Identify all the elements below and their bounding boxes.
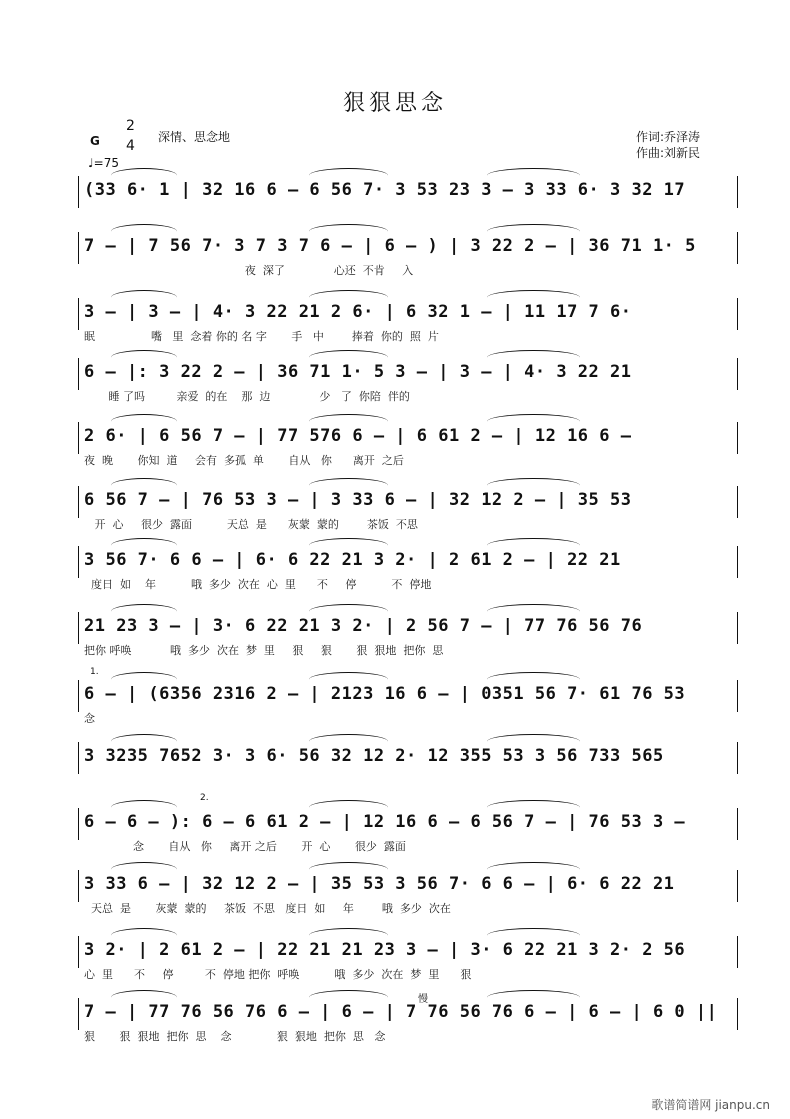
lyrics-line: 天总 是 灰蒙 蒙的 茶饭 不思 度日 如 年 哦 多少 次在: [84, 902, 451, 915]
staff-row: [78, 874, 738, 934]
notation-line: 6 – 6 – ): 6 – 6 61 2 – | 12 16 6 – 6 56 7 – | 76 53 3 –: [84, 812, 686, 832]
key-signature: [90, 134, 100, 148]
volta-1-label: 1.: [90, 667, 99, 677]
slur: [309, 800, 388, 815]
tempo-marking: ♩=75: [88, 156, 119, 170]
staff-row: [78, 180, 738, 240]
barline: [78, 998, 79, 1030]
lyrics-line: 眠 嘴 里 念着 你的 名 字 手 中 捧着 你的 照 片: [84, 330, 439, 343]
notation-line: 2 6· | 6 56 7 – | 77 576 6 – | 6 61 2 – | 12 16 6 –: [84, 426, 632, 446]
slur: [111, 290, 177, 305]
notation-line: 3 33 6 – | 32 12 2 – | 35 53 3 56 7· 6 6 – | 6· 6 22 21: [84, 874, 675, 894]
lyrics-line: [84, 206, 738, 222]
notation-line: 7 – | 77 76 56 76 6 – | 6 – | 7 76 56 76 6 – | 6 – | 6 0 ||: [84, 1002, 718, 1022]
composer-credit: 作曲:刘新民: [636, 146, 701, 160]
slur: [487, 800, 579, 815]
barline: [78, 870, 79, 902]
slur: [487, 672, 579, 687]
slur: [309, 350, 388, 365]
barline: [78, 742, 79, 774]
notation-line: 6 – | (6356 2316 2 – | 2123 16 6 – | 0351 56 7· 61 76 53: [84, 684, 686, 704]
slur: [111, 538, 177, 553]
slur: [309, 224, 388, 239]
lyrics-line: 开 心 很少 露面 天总 是 灰蒙 蒙的 茶饭 不思: [84, 518, 418, 531]
slur: [487, 350, 579, 365]
notation-line: 3 2· | 2 61 2 – | 22 21 21 23 3 – | 3· 6 22 21 3 2· 2 56: [84, 940, 686, 960]
expression-marking: 深情、思念地: [158, 130, 231, 144]
slur: [487, 168, 579, 183]
slur: [487, 990, 579, 1005]
staff-row: [78, 302, 738, 362]
time-signature-bottom: 4: [126, 138, 135, 154]
barline: [78, 808, 79, 840]
site-watermark: 歌谱简谱网 jianpu.cn: [651, 1098, 770, 1112]
staff-row: [78, 362, 738, 422]
barline: [78, 936, 79, 968]
slur: [309, 928, 388, 943]
notation-line: 21 23 3 – | 3· 6 22 21 3 2· | 2 56 7 – | 77 76 56 76: [84, 616, 643, 636]
slur: [309, 990, 388, 1005]
notation-line: 3 3235 7652 3· 3 6· 56 32 12 2· 12 355 53 3 56 733 565: [84, 746, 664, 766]
volta-2-label: 2.: [200, 793, 209, 803]
notation-line: 7 – | 7 56 7· 3 7 3 7 6 – | 6 – ) | 3 22 2 – | 36 71 1· 5: [84, 236, 696, 256]
slur: [487, 224, 579, 239]
notation-line: 3 56 7· 6 6 – | 6· 6 22 21 3 2· | 2 61 2 – | 22 21: [84, 550, 621, 570]
slow-marking: 慢: [418, 994, 428, 1005]
notation-line: 3 – | 3 – | 4· 3 22 21 2 6· | 6 32 1 – | 11 17 7 6·: [84, 302, 632, 322]
barline: [78, 422, 79, 454]
slur: [487, 862, 579, 877]
slur: [487, 290, 579, 305]
slur: [111, 478, 177, 493]
slur: [111, 928, 177, 943]
staff-row: [78, 1002, 738, 1062]
slur: [487, 478, 579, 493]
staff-row: [78, 426, 738, 486]
slur: [309, 290, 388, 305]
slur: [309, 862, 388, 877]
staff-row: [78, 616, 738, 676]
song-title: 狠狠思念: [342, 91, 447, 116]
barline: [78, 612, 79, 644]
slur: [309, 414, 388, 429]
notation-line: (33 6· 1 | 32 16 6 – 6 56 7· 3 53 23 3 – 3 33 6· 3 32 17: [84, 180, 686, 200]
slur: [309, 168, 388, 183]
staff-row: [78, 812, 738, 872]
lyrics-line: 夜 深了 心还 不肯 入: [84, 264, 414, 277]
staff-row: [78, 746, 738, 806]
staff-row: [78, 236, 738, 296]
lyrics-line: 度日 如 年 哦 多少 次在 心 里 不 停 不 停地: [84, 578, 432, 591]
barline: [78, 298, 79, 330]
staff-row: [78, 490, 738, 550]
slur: [111, 800, 177, 815]
slur: [309, 538, 388, 553]
slur: [111, 168, 177, 183]
slur: [487, 538, 579, 553]
slur: [487, 928, 579, 943]
lyrics-line: 夜 晚 你知 道 会有 多孤 单 自从 你 离开 之后: [84, 454, 404, 467]
slur: [309, 734, 388, 749]
lyrics-line: 睡 了吗 亲爱 的在 那 边 少 了 你陪 伴的: [84, 390, 410, 403]
barline: [78, 486, 79, 518]
key-label: G: [90, 134, 100, 148]
barline: [78, 232, 79, 264]
barline: [78, 358, 79, 390]
slur: [487, 414, 579, 429]
barline: [78, 680, 79, 712]
lyrics-line: 狠 狠 狠地 把你 思 念 狠 狠地 把你 思 念: [84, 1030, 386, 1043]
staff-row: [78, 940, 738, 1000]
slur: [487, 734, 579, 749]
slur: [111, 990, 177, 1005]
lyrics-line: 念 自从 你 离开 之后 开 心 很少 露面: [84, 840, 406, 853]
slur: [111, 604, 177, 619]
notation-line: 6 – |: 3 22 2 – | 36 71 1· 5 3 – | 3 – | 4· 3 22 21: [84, 362, 632, 382]
barline: [78, 546, 79, 578]
lyrics-line: 把你 呼唤 哦 多少 次在 梦 里 狠 狠 狠 狠地 把你 思: [84, 644, 444, 657]
lyrics-line: 念: [84, 712, 95, 725]
notation-line: 6 56 7 – | 76 53 3 – | 3 33 6 – | 32 12 2 – | 35 53: [84, 490, 632, 510]
staff-row: [78, 550, 738, 610]
slur: [111, 224, 177, 239]
time-signature-top: 2: [126, 118, 135, 134]
slur: [111, 734, 177, 749]
barline: [78, 176, 79, 208]
slur: [309, 604, 388, 619]
staff-row: [78, 684, 738, 744]
lyrics-line: [84, 772, 738, 788]
slur: [309, 672, 388, 687]
slur: [309, 478, 388, 493]
slur: [111, 862, 177, 877]
slur: [487, 604, 579, 619]
lyricist-credit: 作词:乔泽涛: [636, 130, 701, 144]
slur: [111, 414, 177, 429]
slur: [111, 672, 177, 687]
lyrics-line: 心 里 不 停 不 停地 把你 呼唤 哦 多少 次在 梦 里 狠: [84, 968, 472, 981]
slur: [111, 350, 177, 365]
